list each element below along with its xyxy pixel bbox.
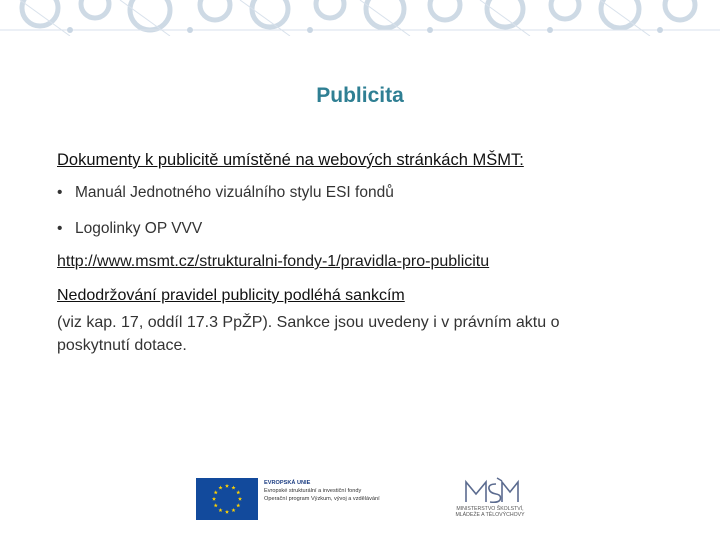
eu-flag-icon [196,478,258,520]
eu-star-icon [218,486,222,490]
bullet-dot-icon: • [57,220,63,237]
header-pattern-band [0,0,720,36]
documents-subheading: Dokumenty k publicitě umístěné na webových stránkách MŠMT: [57,151,524,169]
eu-star-icon [212,497,216,501]
eu-funds-line: Evropské strukturální a investiční fondy [264,488,362,494]
bullet-item-logolinks [57,220,202,238]
sanctions-heading: Nedodržování pravidel publicity podléhá sankcím [57,287,405,304]
ministry-logo [442,476,538,522]
eu-programme-line: Operační program Výzkum, vývoj a vzdělávání [264,496,380,502]
eu-star-icon [218,508,222,512]
bullet-dot-icon: • [57,184,63,201]
page-title: Publicita [316,84,404,107]
ministry-name-text [442,506,538,518]
eu-star-icon [236,503,240,507]
eu-logo-text [264,479,444,503]
footer-logos [196,476,536,522]
publicity-rules-link[interactable]: http://www.msmt.cz/strukturalni-fondy-1/pravidla-pro-publicitu [57,253,490,270]
eu-star-icon [231,486,235,490]
bullet-text: Manuál Jednotného vizuálního stylu ESI fondů [75,184,394,201]
eu-star-icon [238,497,242,501]
eu-star-icon [214,503,218,507]
eu-star-icon [225,510,229,514]
eu-name: EVROPSKÁ UNIE [264,480,311,486]
bullet-item-manual [57,184,394,202]
sanctions-text: (viz kap. 17, oddíl 17.3 PpŽP). Sankce jsou uvedeny i v právním aktu o poskytnutí dotace. [57,314,560,354]
bullet-text: Logolinky OP VVV [75,220,203,237]
ministry-name: MINISTERSTVO ŠKOLSTVÍ, [456,506,524,512]
msmt-monogram-icon [442,476,538,506]
eu-star-icon [214,490,218,494]
ministry-name-line2: MLÁDEŽE A TĚLOVÝCHOVY [455,512,525,518]
decorative-pattern-icon [0,0,720,36]
eu-star-icon [231,508,235,512]
eu-star-icon [236,490,240,494]
eu-star-icon [225,484,229,488]
